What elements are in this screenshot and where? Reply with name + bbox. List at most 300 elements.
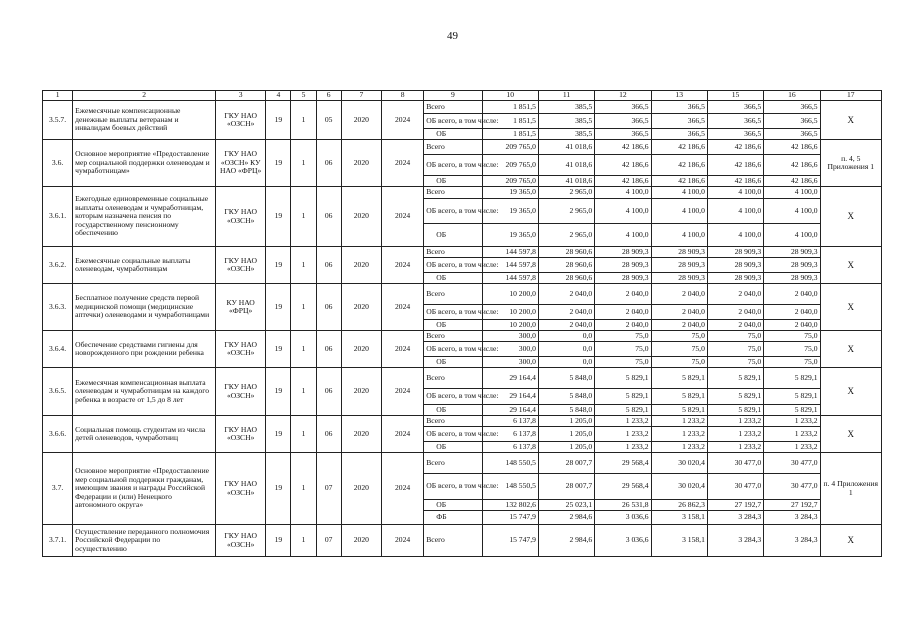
header-cell-2: 2 (73, 91, 216, 101)
code-pp: 1 (291, 140, 316, 187)
amount-cell: 5 829,1 (595, 368, 651, 389)
end-year: 2024 (381, 140, 423, 187)
amount-cell: 2 040,0 (707, 320, 763, 331)
amount-cell: 3 036,6 (595, 525, 651, 557)
amount-cell: 300,0 (482, 331, 538, 342)
code-gp: 19 (266, 453, 291, 525)
amount-cell: 27 192,7 (764, 500, 820, 511)
reference-cell: X (820, 247, 881, 284)
amount-cell: 75,0 (651, 331, 707, 342)
amount-cell: 4 100,0 (707, 224, 763, 247)
amount-cell: 5 829,1 (651, 405, 707, 416)
amount-cell: 75,0 (707, 357, 763, 368)
amount-cell: 2 040,0 (651, 284, 707, 305)
amount-cell: 42 186,6 (651, 176, 707, 187)
amount-cell: 42 186,6 (707, 140, 763, 155)
amount-cell: 26 531,8 (595, 500, 651, 511)
executor: ГКУ НАО «ОЗСН» (216, 453, 266, 525)
amount-cell: 75,0 (595, 331, 651, 342)
amount-cell: 5 829,1 (651, 368, 707, 389)
amount-cell: 1 205,0 (538, 416, 594, 427)
code-om: 06 (316, 416, 341, 453)
code-om: 06 (316, 247, 341, 284)
amount-cell: 28 960,6 (538, 258, 594, 273)
amount-cell: 1 233,2 (764, 416, 820, 427)
amount-cell: 2 965,0 (538, 199, 594, 224)
amount-cell: 2 040,0 (595, 320, 651, 331)
header-cell-12: 12 (595, 91, 651, 101)
amount-cell: 75,0 (595, 357, 651, 368)
code-om: 06 (316, 140, 341, 187)
amount-cell: 75,0 (764, 357, 820, 368)
activity-name: Основное мероприятие «Предоставление мер социальной поддержки гражданам, имеющим звания и награды Российской Федерации и (или) Ненецкого автономного округа» (73, 453, 216, 525)
amount-cell: 366,5 (651, 101, 707, 114)
funding-source: ФБ (424, 511, 482, 525)
amount-cell: 5 848,0 (538, 368, 594, 389)
amount-cell: 2 040,0 (595, 284, 651, 305)
amount-cell: 209 765,0 (482, 176, 538, 187)
amount-cell: 28 909,3 (651, 273, 707, 284)
amount-cell: 30 477,0 (707, 453, 763, 474)
table-row (43, 368, 882, 389)
amount-cell: 1 851,5 (482, 101, 538, 114)
amount-cell: 5 848,0 (538, 405, 594, 416)
funding-source: Всего (424, 453, 482, 474)
amount-cell: 6 137,8 (482, 427, 538, 442)
table-row (43, 416, 882, 427)
executor: ГКУ НАО «ОЗСН» (216, 368, 266, 416)
executor: ГКУ НАО «ОЗСН» (216, 101, 266, 140)
amount-cell: 132 802,6 (482, 500, 538, 511)
funding-source: ОБ всего, в том числе: (424, 342, 482, 357)
row-number: 3.6.1. (43, 187, 73, 247)
amount-cell: 29 164,4 (482, 368, 538, 389)
amount-cell: 4 100,0 (707, 187, 763, 199)
amount-cell: 6 137,8 (482, 442, 538, 453)
amount-cell: 300,0 (482, 357, 538, 368)
amount-cell: 5 829,1 (707, 405, 763, 416)
amount-cell: 27 192,7 (707, 500, 763, 511)
reference-cell: п. 4, 5 Приложения 1 (820, 140, 881, 187)
start-year: 2020 (341, 101, 381, 140)
executor: ГКУ НАО «ОЗСН» (216, 416, 266, 453)
amount-cell: 4 100,0 (707, 199, 763, 224)
amount-cell: 144 597,8 (482, 247, 538, 258)
amount-cell: 28 909,3 (707, 247, 763, 258)
funding-source: ОБ (424, 405, 482, 416)
amount-cell: 15 747,9 (482, 511, 538, 525)
amount-cell: 3 284,3 (764, 525, 820, 557)
amount-cell: 1 233,2 (707, 427, 763, 442)
code-om: 06 (316, 331, 341, 368)
code-gp: 19 (266, 101, 291, 140)
amount-cell: 2 040,0 (707, 305, 763, 320)
amount-cell: 42 186,6 (707, 155, 763, 176)
code-gp: 19 (266, 247, 291, 284)
activity-name: Основное мероприятие «Предоставление мер социальной поддержки оленеводам и чумработницам» (73, 140, 216, 187)
amount-cell: 385,5 (538, 129, 594, 140)
amount-cell: 25 023,1 (538, 500, 594, 511)
reference-cell: X (820, 331, 881, 368)
amount-cell: 2 040,0 (595, 305, 651, 320)
end-year: 2024 (381, 284, 423, 331)
amount-cell: 4 100,0 (651, 199, 707, 224)
code-om: 06 (316, 187, 341, 247)
amount-cell: 1 233,2 (707, 416, 763, 427)
funding-source: Всего (424, 416, 482, 427)
code-om: 07 (316, 525, 341, 557)
amount-cell: 5 829,1 (764, 368, 820, 389)
end-year: 2024 (381, 101, 423, 140)
funding-source: ОБ (424, 357, 482, 368)
funding-source: Всего (424, 140, 482, 155)
amount-cell: 28 909,3 (595, 247, 651, 258)
code-pp: 1 (291, 247, 316, 284)
program-table (42, 90, 882, 557)
end-year: 2024 (381, 416, 423, 453)
amount-cell: 30 477,0 (707, 474, 763, 500)
amount-cell: 10 200,0 (482, 284, 538, 305)
amount-cell: 385,5 (538, 114, 594, 129)
amount-cell: 2 040,0 (538, 320, 594, 331)
amount-cell: 28 909,3 (651, 258, 707, 273)
funding-source: ОБ (424, 442, 482, 453)
amount-cell: 0,0 (538, 357, 594, 368)
row-number: 3.6.5. (43, 368, 73, 416)
start-year: 2020 (341, 284, 381, 331)
amount-cell: 2 040,0 (651, 320, 707, 331)
code-om: 06 (316, 284, 341, 331)
amount-cell: 41 018,6 (538, 155, 594, 176)
table-row (43, 101, 882, 114)
amount-cell: 26 862,3 (651, 500, 707, 511)
amount-cell: 366,5 (651, 129, 707, 140)
funding-source: ОБ всего, в том числе: (424, 155, 482, 176)
amount-cell: 366,5 (707, 101, 763, 114)
amount-cell: 1 205,0 (538, 427, 594, 442)
amount-cell: 3 158,1 (651, 525, 707, 557)
executor: ГКУ НАО «ОЗСН» (216, 525, 266, 557)
row-number: 3.6.4. (43, 331, 73, 368)
executor: ГКУ НАО «ОЗСН» КУ НАО «ФРЦ» (216, 140, 266, 187)
start-year: 2020 (341, 187, 381, 247)
executor: ГКУ НАО «ОЗСН» (216, 247, 266, 284)
table-row (43, 453, 882, 474)
funding-source: ОБ всего, в том числе: (424, 389, 482, 405)
row-number: 3.6. (43, 140, 73, 187)
table-row (43, 331, 882, 342)
table-row (43, 187, 882, 199)
funding-source: Всего (424, 187, 482, 199)
code-om: 05 (316, 101, 341, 140)
amount-cell: 366,5 (707, 129, 763, 140)
code-gp: 19 (266, 416, 291, 453)
amount-cell: 2 040,0 (538, 305, 594, 320)
amount-cell: 209 765,0 (482, 140, 538, 155)
funding-source: ОБ (424, 500, 482, 511)
amount-cell: 5 829,1 (764, 389, 820, 405)
activity-name: Ежемесячная компенсационная выплата оленеводам и чумработницам на каждого ребенка в возрасте от 1,5 до 8 лет (73, 368, 216, 416)
funding-source: ОБ (424, 176, 482, 187)
amount-cell: 144 597,8 (482, 273, 538, 284)
amount-cell: 42 186,6 (595, 140, 651, 155)
amount-cell: 42 186,6 (595, 176, 651, 187)
amount-cell: 4 100,0 (595, 199, 651, 224)
header-cell-16: 17 (820, 91, 881, 101)
amount-cell: 148 550,5 (482, 453, 538, 474)
amount-cell: 42 186,6 (595, 155, 651, 176)
funding-source: ОБ всего, в том числе: (424, 199, 482, 224)
amount-cell: 1 233,2 (651, 416, 707, 427)
reference-cell: п. 4 Приложения 1 (820, 453, 881, 525)
amount-cell: 1 233,2 (595, 442, 651, 453)
amount-cell: 385,5 (538, 101, 594, 114)
amount-cell: 3 284,3 (764, 511, 820, 525)
executor: ГКУ НАО «ОЗСН» (216, 187, 266, 247)
amount-cell: 366,5 (595, 114, 651, 129)
end-year: 2024 (381, 331, 423, 368)
amount-cell: 3 158,1 (651, 511, 707, 525)
amount-cell: 1 233,2 (651, 442, 707, 453)
amount-cell: 5 829,1 (651, 389, 707, 405)
amount-cell: 28 960,6 (538, 273, 594, 284)
amount-cell: 1 233,2 (595, 416, 651, 427)
amount-cell: 10 200,0 (482, 305, 538, 320)
activity-name: Ежемесячные социальные выплаты оленеводам, чумработницам (73, 247, 216, 284)
amount-cell: 41 018,6 (538, 176, 594, 187)
header-cell-10: 10 (482, 91, 538, 101)
amount-cell: 29 164,4 (482, 405, 538, 416)
amount-cell: 209 765,0 (482, 155, 538, 176)
header-cell-3: 3 (216, 91, 266, 101)
row-number: 3.5.7. (43, 101, 73, 140)
page-number: 49 (447, 30, 458, 42)
header-cell-14: 15 (707, 91, 763, 101)
header-cell-4: 4 (266, 91, 291, 101)
amount-cell: 75,0 (764, 342, 820, 357)
amount-cell: 4 100,0 (651, 224, 707, 247)
amount-cell: 28 909,3 (707, 258, 763, 273)
activity-name: Бесплатное получение средств первой медицинской помощи (медицинские аптечки) оленеводами и чумработницами (73, 284, 216, 331)
code-gp: 19 (266, 368, 291, 416)
amount-cell: 1 851,5 (482, 114, 538, 129)
amount-cell: 75,0 (595, 342, 651, 357)
funding-source: Всего (424, 525, 482, 557)
amount-cell: 15 747,9 (482, 525, 538, 557)
amount-cell: 144 597,8 (482, 258, 538, 273)
amount-cell: 19 365,0 (482, 224, 538, 247)
code-pp: 1 (291, 525, 316, 557)
amount-cell: 5 829,1 (707, 368, 763, 389)
amount-cell: 75,0 (651, 357, 707, 368)
amount-cell: 1 233,2 (651, 427, 707, 442)
amount-cell: 5 848,0 (538, 389, 594, 405)
table-row (43, 247, 882, 258)
amount-cell: 75,0 (651, 342, 707, 357)
header-cell-6: 6 (316, 91, 341, 101)
amount-cell: 366,5 (651, 114, 707, 129)
start-year: 2020 (341, 525, 381, 557)
activity-name: Социальная помощь студентам из числа детей оленеводов, чумработниц (73, 416, 216, 453)
header-cell-11: 11 (538, 91, 594, 101)
amount-cell: 2 984,6 (538, 525, 594, 557)
funding-source: Всего (424, 101, 482, 114)
funding-source: ОБ (424, 273, 482, 284)
code-pp: 1 (291, 331, 316, 368)
funding-source: Всего (424, 331, 482, 342)
amount-cell: 28 007,7 (538, 474, 594, 500)
amount-cell: 4 100,0 (764, 224, 820, 247)
code-gp: 19 (266, 187, 291, 247)
amount-cell: 30 477,0 (764, 453, 820, 474)
start-year: 2020 (341, 331, 381, 368)
amount-cell: 5 829,1 (595, 405, 651, 416)
amount-cell: 1 205,0 (538, 442, 594, 453)
amount-cell: 366,5 (764, 129, 820, 140)
funding-source: ОБ (424, 224, 482, 247)
funding-source: Всего (424, 284, 482, 305)
amount-cell: 148 550,5 (482, 474, 538, 500)
code-om: 07 (316, 453, 341, 525)
amount-cell: 30 020,4 (651, 474, 707, 500)
table-row (43, 525, 882, 557)
amount-cell: 4 100,0 (651, 187, 707, 199)
end-year: 2024 (381, 247, 423, 284)
reference-cell: X (820, 187, 881, 247)
executor: КУ НАО «ФРЦ» (216, 284, 266, 331)
header-row (43, 91, 882, 101)
end-year: 2024 (381, 187, 423, 247)
amount-cell: 3 284,3 (707, 525, 763, 557)
amount-cell: 2 040,0 (764, 305, 820, 320)
amount-cell: 30 477,0 (764, 474, 820, 500)
funding-source: Всего (424, 247, 482, 258)
amount-cell: 1 233,2 (595, 427, 651, 442)
row-number: 3.6.3. (43, 284, 73, 331)
amount-cell: 4 100,0 (595, 187, 651, 199)
amount-cell: 2 040,0 (651, 305, 707, 320)
amount-cell: 5 829,1 (707, 389, 763, 405)
funding-source: ОБ (424, 320, 482, 331)
amount-cell: 19 365,0 (482, 199, 538, 224)
executor: ГКУ НАО «ОЗСН» (216, 331, 266, 368)
code-gp: 19 (266, 284, 291, 331)
amount-cell: 28 909,3 (595, 273, 651, 284)
header-cell-5: 5 (291, 91, 316, 101)
funding-source: ОБ (424, 129, 482, 140)
amount-cell: 3 036,6 (595, 511, 651, 525)
code-pp: 1 (291, 187, 316, 247)
table-body (43, 91, 882, 557)
reference-cell: X (820, 525, 881, 557)
amount-cell: 1 233,2 (707, 442, 763, 453)
amount-cell: 28 909,3 (707, 273, 763, 284)
code-pp: 1 (291, 416, 316, 453)
start-year: 2020 (341, 453, 381, 525)
reference-cell: X (820, 416, 881, 453)
start-year: 2020 (341, 247, 381, 284)
amount-cell: 19 365,0 (482, 187, 538, 199)
row-number: 3.6.6. (43, 416, 73, 453)
amount-cell: 1 233,2 (764, 442, 820, 453)
amount-cell: 2 040,0 (707, 284, 763, 305)
amount-cell: 29 568,4 (595, 453, 651, 474)
code-pp: 1 (291, 101, 316, 140)
amount-cell: 366,5 (595, 101, 651, 114)
amount-cell: 75,0 (764, 331, 820, 342)
start-year: 2020 (341, 416, 381, 453)
reference-cell: X (820, 368, 881, 416)
amount-cell: 366,5 (764, 101, 820, 114)
amount-cell: 30 020,4 (651, 453, 707, 474)
funding-source: ОБ всего, в том числе: (424, 305, 482, 320)
amount-cell: 4 100,0 (595, 224, 651, 247)
amount-cell: 5 829,1 (595, 389, 651, 405)
amount-cell: 6 137,8 (482, 416, 538, 427)
amount-cell: 4 100,0 (764, 199, 820, 224)
code-om: 06 (316, 368, 341, 416)
header-cell-13: 13 (651, 91, 707, 101)
amount-cell: 75,0 (707, 331, 763, 342)
start-year: 2020 (341, 368, 381, 416)
amount-cell: 366,5 (707, 114, 763, 129)
end-year: 2024 (381, 525, 423, 557)
amount-cell: 2 965,0 (538, 187, 594, 199)
amount-cell: 10 200,0 (482, 320, 538, 331)
row-number: 3.7. (43, 453, 73, 525)
amount-cell: 1 233,2 (764, 427, 820, 442)
amount-cell: 0,0 (538, 342, 594, 357)
funding-source: ОБ всего, в том числе: (424, 427, 482, 442)
amount-cell: 42 186,6 (651, 155, 707, 176)
amount-cell: 4 100,0 (764, 187, 820, 199)
row-number: 3.7.1. (43, 525, 73, 557)
end-year: 2024 (381, 368, 423, 416)
amount-cell: 5 829,1 (764, 405, 820, 416)
amount-cell: 1 851,5 (482, 129, 538, 140)
amount-cell: 2 040,0 (538, 284, 594, 305)
amount-cell: 28 909,3 (764, 247, 820, 258)
table-row (43, 140, 882, 155)
row-number: 3.6.2. (43, 247, 73, 284)
header-cell-8: 8 (381, 91, 423, 101)
start-year: 2020 (341, 140, 381, 187)
end-year: 2024 (381, 453, 423, 525)
activity-name: Обеспечение средствами гигиены для новорожденного при рождении ребенка (73, 331, 216, 368)
funding-source: Всего (424, 368, 482, 389)
amount-cell: 28 909,3 (764, 258, 820, 273)
amount-cell: 2 040,0 (764, 320, 820, 331)
reference-cell: X (820, 284, 881, 331)
amount-cell: 75,0 (707, 342, 763, 357)
amount-cell: 28 007,7 (538, 453, 594, 474)
code-pp: 1 (291, 368, 316, 416)
amount-cell: 300,0 (482, 342, 538, 357)
reference-cell: X (820, 101, 881, 140)
amount-cell: 28 909,3 (651, 247, 707, 258)
amount-cell: 42 186,6 (707, 176, 763, 187)
funding-source: ОБ всего, в том числе: (424, 258, 482, 273)
code-pp: 1 (291, 284, 316, 331)
amount-cell: 2 040,0 (764, 284, 820, 305)
amount-cell: 3 284,3 (707, 511, 763, 525)
amount-cell: 366,5 (595, 129, 651, 140)
amount-cell: 42 186,6 (651, 140, 707, 155)
amount-cell: 2 984,6 (538, 511, 594, 525)
amount-cell: 2 965,0 (538, 224, 594, 247)
code-gp: 19 (266, 331, 291, 368)
amount-cell: 42 186,6 (764, 140, 820, 155)
